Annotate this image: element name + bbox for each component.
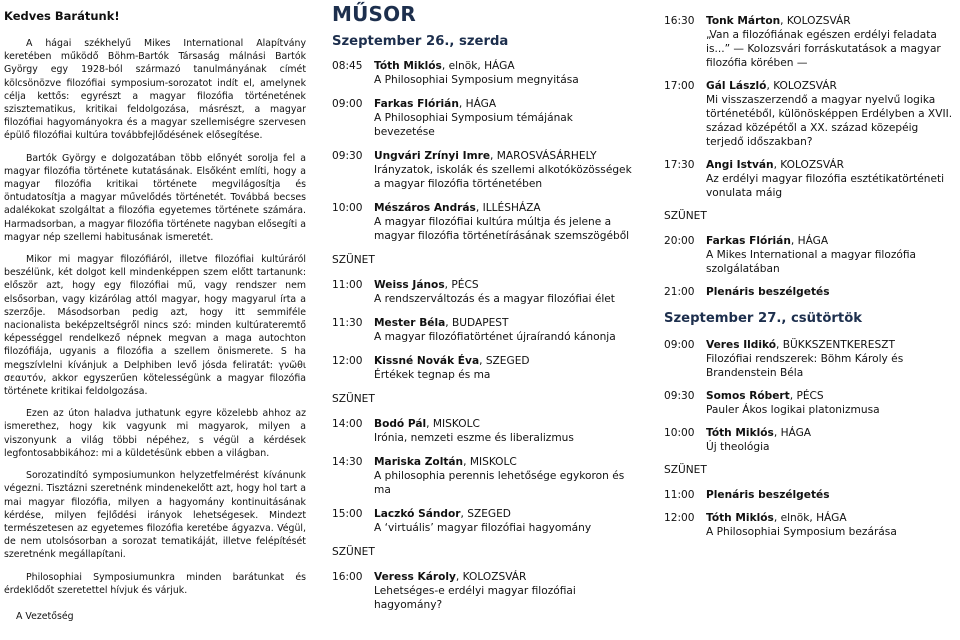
speaker-line — [374, 570, 632, 584]
talk-title: Lehetséges-e erdélyi magyar filozófiai hagyomány? — [374, 585, 576, 611]
entry-time: 09:30 — [664, 390, 695, 402]
entry-time: 20:00 — [664, 235, 695, 247]
speaker-place: , KOLOZSVÁR — [780, 15, 851, 27]
entry-time: 12:00 — [332, 355, 363, 367]
speaker-place: , PÉCS — [444, 279, 479, 291]
talk-title: Pauler Ákos logikai platonizmusa — [706, 404, 880, 416]
day-heading: Szeptember 27., csütörtök — [664, 311, 863, 326]
speaker-name: Kissné Novák Éva — [374, 355, 480, 367]
schedule-entry — [332, 316, 632, 344]
schedule-entry — [332, 455, 632, 497]
speaker-place: , HÁGA — [458, 98, 497, 110]
speaker-place: , BÜKKSZENTKERESZT — [776, 339, 895, 351]
schedule-list — [664, 14, 957, 299]
pause-label: SZÜNET — [664, 464, 707, 476]
speaker-name: Mester Béla — [374, 317, 446, 329]
speaker-line — [374, 201, 632, 215]
entry-body — [706, 511, 957, 539]
schedule-entry — [332, 570, 632, 612]
entry-time: 08:45 — [332, 60, 363, 72]
talk-title: „Van a filozófiának egészen erdélyi feladata is...” — Kolozsvári forráskutatások a magyar filozófia körében — — [706, 29, 941, 69]
talk-title: A philosophia perennis lehetősége egykoron és ma — [374, 470, 625, 496]
entry-body — [374, 59, 632, 87]
speaker-name: Veres Ildikó — [706, 339, 777, 351]
program-column-right — [664, 0, 957, 548]
schedule-entry — [332, 149, 632, 191]
schedule-entry — [664, 158, 957, 200]
speaker-line — [706, 158, 957, 172]
speaker-name: Farkas Flórián — [706, 235, 791, 247]
plenary-label: Plenáris beszélgetés — [706, 286, 830, 298]
speaker-name: Veress Károly — [374, 571, 456, 583]
letter-paragraph: Ezen az úton haladva juthatunk egyre közelebb ahhoz az ismerethez, hogy kik vagyunk mi magyarok, milyen a viszonyunk a világ többi népéhez, s végül a kérdések legfontosabbikához: mi a küldetésünk ebben a világban. — [4, 408, 306, 459]
talk-title: Értékek tegnap és ma — [374, 369, 491, 381]
speaker-place: , KOLOZSVÁR — [773, 159, 845, 171]
speaker-line — [374, 455, 632, 469]
schedule-entry — [332, 59, 632, 87]
speaker-place: , elnök, HÁGA — [773, 512, 847, 524]
schedule-entry — [664, 389, 957, 417]
speaker-name: Mészáros András — [374, 202, 476, 214]
schedule-entry — [332, 97, 632, 139]
speaker-place: , elnök, HÁGA — [441, 60, 515, 72]
talk-title: A ‘virtuális’ magyar filozófiai hagyomány — [374, 522, 592, 534]
letter-column — [4, 0, 306, 622]
speaker-line — [706, 389, 957, 403]
entry-time: 11:00 — [664, 489, 695, 501]
letter-paragraph: Mikor mi magyar filozófiáról, illetve filozófiai kultúráról beszélünk, két dolgot kell mindenképpen szem előtt tartanunk: először azt, hogy egy filozófiai mű, vagy rendszer nem elsősorban, vagy kizárólag attól magyar, hogy magyarul írta a szerzője. Másodsorban pedig azt, hogy itt semmiféle nacionalista beképzeltségről nincs szó: minden kultúrateremtő képességgel rendelkező népnek megvan a maga autochton filozófiája, ugyanis a filozófia a szellem önismerete. S ha megszívlelni kívánjuk a Delphiben levő jósda feliratát: γνῶθι σεαυτόν, akkor egyszerűen kötelességünk a magyar filozófia története kritikai feldolgozása. — [4, 254, 306, 398]
speaker-line — [374, 316, 632, 330]
speaker-line — [374, 278, 632, 292]
letter-paragraph: Philosophiai Symposiumunkra minden barátunkat és érdeklődőt szeretettel hívjuk és várjuk. — [4, 571, 306, 596]
speaker-line — [374, 417, 632, 431]
entry-body — [706, 426, 957, 454]
speaker-line — [706, 511, 957, 525]
schedule-entry — [332, 201, 632, 243]
entry-body — [706, 488, 957, 502]
letter-signature: A Vezetőség — [16, 610, 74, 622]
schedule-list — [664, 338, 957, 539]
entry-body — [374, 97, 632, 139]
entry-time: 09:00 — [332, 98, 363, 110]
speaker-place: , PÉCS — [789, 390, 824, 402]
schedule-entry — [664, 338, 957, 380]
speaker-place: , HÁGA — [773, 427, 812, 439]
schedule-list — [332, 59, 632, 612]
speaker-name: Somos Róbert — [706, 390, 790, 402]
entry-body — [706, 389, 957, 417]
speaker-name: Angi István — [706, 159, 774, 171]
entry-time: 21:00 — [664, 286, 695, 298]
entry-body — [374, 417, 632, 445]
entry-body — [706, 285, 957, 299]
letter-paragraph: A hágai székhelyű Mikes International Alapítvány keretében működő Böhm-Bartók Társaság málnási Bartók György egy 1928-ból származó tanulmányának címét kölcsönözve filozófiai symposium-sorozatot indít el, amelynek célja kettős: egyrészt a magyar filozófia történetének szisztematikus, kritikai feldolgozása, másrészt, a magyar filozófiai hagyományokra és a magyar szellemiségre szervesen épülő filozófiai kultúra továbbfejlődésének elősegítése. — [4, 38, 306, 142]
speaker-name: Ungvári Zrínyi Imre — [374, 150, 491, 162]
talk-title: Irányzatok, iskolák és szellemi alkotóközösségek a magyar filozófia történetében — [374, 164, 632, 190]
entry-time: 09:30 — [332, 150, 363, 162]
program-title: MŰSOR — [332, 2, 416, 26]
entry-body — [374, 316, 632, 344]
speaker-line — [706, 79, 957, 93]
speaker-line — [374, 59, 632, 73]
schedule-entry — [664, 426, 957, 454]
entry-time: 17:00 — [664, 80, 695, 92]
schedule-entry — [664, 511, 957, 539]
entry-body — [374, 507, 632, 535]
entry-time: 15:00 — [332, 508, 363, 520]
plenary-label: Plenáris beszélgetés — [706, 489, 830, 501]
talk-title: Irónia, nemzeti eszme és liberalizmus — [374, 432, 574, 444]
entry-body — [374, 201, 632, 243]
speaker-place: , SZEGED — [460, 508, 511, 520]
talk-title: A magyar filozófiatörténet újraírandó kánonja — [374, 331, 616, 343]
entry-time: 14:00 — [332, 418, 363, 430]
schedule-entry — [664, 488, 957, 502]
pause-label: SZÜNET — [332, 393, 375, 405]
entry-time: 14:30 — [332, 456, 363, 468]
speaker-place: , MISKOLC — [426, 418, 480, 430]
program-column-middle — [332, 0, 632, 622]
talk-title: Az erdélyi magyar filozófia esztétikatörténeti vonulata máig — [706, 173, 945, 199]
entry-body — [374, 354, 632, 382]
talk-title: A magyar filozófiai kultúra múltja és jelene a magyar filozófia történetírásának szemszögéből — [374, 216, 630, 242]
speaker-place: , SZEGED — [479, 355, 530, 367]
entry-body — [706, 14, 957, 70]
entry-body — [706, 158, 957, 200]
schedule-entry — [664, 79, 957, 149]
speaker-place: , KOLOZSVÁR — [455, 571, 527, 583]
entry-time: 12:00 — [664, 512, 695, 524]
entry-body — [374, 278, 632, 306]
pause-label: SZÜNET — [332, 254, 375, 266]
entry-body — [374, 455, 632, 497]
speaker-name: Gál László — [706, 80, 767, 92]
pause-label: SZÜNET — [664, 210, 707, 222]
speaker-place: , KOLOZSVÁR — [766, 80, 837, 92]
speaker-place: , MISKOLC — [463, 456, 517, 468]
talk-title: A Mikes International a magyar filozófia szolgálatában — [706, 249, 917, 275]
entry-time: 09:00 — [664, 339, 695, 351]
entry-body — [374, 570, 632, 612]
speaker-place: , MAROSVÁSÁRHELY — [490, 150, 597, 162]
entry-time: 17:30 — [664, 159, 695, 171]
entry-body — [374, 149, 632, 191]
talk-title: Mi visszaszerzendő a magyar nyelvű logika történetéből, különösképpen Erdélyben a XVII. század középétől a XX. század közepéig terjedő időszakban? — [706, 94, 953, 148]
speaker-name: Tonk Márton — [706, 15, 781, 27]
entry-body — [706, 338, 957, 380]
entry-time: 11:30 — [332, 317, 363, 329]
entry-time: 11:00 — [332, 279, 363, 291]
speaker-place: , HÁGA — [790, 235, 829, 247]
schedule-entry — [332, 507, 632, 535]
schedule-entry — [664, 14, 957, 70]
speaker-line — [706, 14, 957, 28]
entry-time: 16:30 — [664, 15, 695, 27]
speaker-name: Mariska Zoltán — [374, 456, 464, 468]
letter-paragraph: Bartók György e dolgozatában több előnyét sorolja fel a magyar filozófia története kutatásának. Elsőként említi, hogy a magyar filozófia kritikai története megvilágosítja és öntudatosítja a magyar művelődés történetét. Továbbá becses adalékokat szolgáltat a filozófia egyetemes története számára. Harmadsorban, a magyar filozófia története nagyban elősegíti a magyar nép szellemi habitusának ismeretét. — [4, 152, 306, 243]
speaker-line — [706, 234, 957, 248]
entry-time: 10:00 — [332, 202, 363, 214]
speaker-line — [706, 338, 957, 352]
talk-title: A Philosophiai Symposium megnyitása — [374, 74, 579, 86]
pause-label: SZÜNET — [332, 546, 375, 558]
speaker-line — [374, 354, 632, 368]
talk-title: Filozófiai rendszerek: Böhm Károly és Brandenstein Béla — [706, 353, 904, 379]
speaker-place: , BUDAPEST — [445, 317, 509, 329]
schedule-entry — [332, 278, 632, 306]
talk-title: A rendszerváltozás és a magyar filozófiai élet — [374, 293, 615, 305]
schedule-entry — [664, 285, 957, 299]
entry-body — [706, 79, 957, 149]
speaker-line — [374, 97, 632, 111]
entry-body — [706, 234, 957, 276]
letter-paragraph: Sorozatindító symposiumunkon helyzetfelmérést kívánunk végezni. Tisztázni szeretnénk mindenekelőtt azt, hogy hol tart a mai magyar filozófia, milyen a hagyomány kontinuitásának kérdése, milyen fejlődési irányok lehetségesek. Mindezt természetesen az egyetemes filozófia keretébe ágyazva. Végül, de nem utolsósorban a sorozat tematikáját, illetve felépítését szeretnénk megállapítani. — [4, 470, 306, 561]
speaker-line — [706, 426, 957, 440]
talk-title: A Philosophiai Symposium bezárása — [706, 526, 897, 538]
speaker-name: Tóth Miklós — [706, 512, 774, 524]
speaker-place: , ILLÉSHÁZA — [475, 202, 541, 214]
schedule-entry — [332, 417, 632, 445]
entry-time: 16:00 — [332, 571, 363, 583]
day-heading: Szeptember 26., szerda — [332, 34, 509, 49]
speaker-name: Tóth Miklós — [706, 427, 774, 439]
speaker-line — [374, 149, 632, 163]
talk-title: Új theológia — [706, 441, 770, 453]
letter-greeting: Kedves Barátunk! — [4, 9, 120, 23]
entry-time: 10:00 — [664, 427, 695, 439]
speaker-line — [374, 507, 632, 521]
speaker-name: Tóth Miklós — [374, 60, 442, 72]
schedule-entry — [332, 354, 632, 382]
schedule-entry — [664, 234, 957, 276]
speaker-name: Laczkó Sándor — [374, 508, 461, 520]
speaker-name: Farkas Flórián — [374, 98, 459, 110]
speaker-name: Bodó Pál — [374, 418, 427, 430]
talk-title: A Philosophiai Symposium témájának bevezetése — [374, 112, 573, 138]
speaker-name: Weiss János — [374, 279, 445, 291]
